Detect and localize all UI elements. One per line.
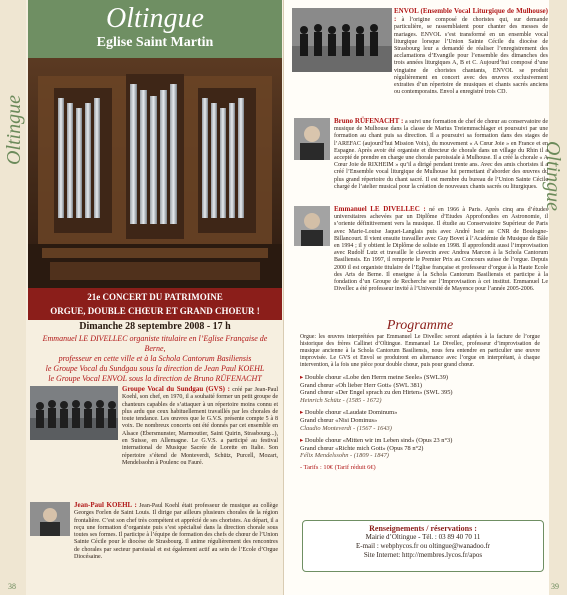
koehl-photo xyxy=(30,502,70,536)
program-line-text: Double chœur «Laudate Dominum» xyxy=(304,409,398,417)
program-composer: Claudio Monteverdi - (1567 - 1643) xyxy=(300,424,392,432)
left-side-band xyxy=(0,0,26,595)
koehl-body: Jean-Paul Koehl était professeur de musique au collège Georges Forlen de Saint Louis. Il dirige par ailleurs plusieurs chorales de la région frontalière. C’est son chef très compétent et apprécié de ses choristes. Au départ, il a reçu une formation d’organiste puis s’est spécialisé dans la direction chorale sous toutes ses formes. Il participe à l’équipe de formation des chefs de chœur de l’Union Sainte Cécile pour le diocèse de Strasbourg. Il anime régulièrement des rencontres de chorales par secteur paroissial et est également actif au sein de l’Ecole d’Orgue Diocésaine. xyxy=(74,503,279,561)
program-line xyxy=(300,374,540,382)
koehl-photo-illustration xyxy=(30,502,70,536)
program-line-text: Grand chœur «Nisi Dominus» xyxy=(300,416,378,424)
title-banner xyxy=(28,0,282,58)
program-line xyxy=(300,409,540,417)
gvs-group-photo xyxy=(30,386,118,440)
emmanuel-photo xyxy=(294,206,330,246)
bullet-icon: ▸ xyxy=(300,437,305,445)
gvs-body: créé par Jean-Paul Koehl, son chef, en 1970, il a souhaité former un petit groupe de chanteurs capables de s’attaquer à un répertoire moins connu et plus ardu que ceux habituellement travaillés par les chorales de toute tendance. Les œuvres que le G.V.S. présente compte 5 à 8 voix. De nombreux concerts ont été donnés par cet ensemble en Alsace (Ebersmunster, Marmoutier, Saint Quirin, Strasbourg...), en Suisse, en Allemagne. Le G.V.S. a participé au festival international de Musique Sacrée de Lorette en Italie. Son répertoire s’étend de Monteverdi, Schütz, Purcell, Mozart, Mendelssohn à Poulenc ou Fauré. xyxy=(122,387,278,466)
emmanuel-heading: Emmanuel LE DIVELLEC : xyxy=(334,205,426,213)
reservation-line-3: Site Internet: http://membres.lycos.fr/apos xyxy=(363,551,483,559)
concert-caption xyxy=(28,288,282,320)
tarifs: - Tarifs : 10€ (Tarif réduit 6€) xyxy=(300,463,376,471)
bullet-icon: ▸ xyxy=(300,374,305,381)
gvs-text xyxy=(122,386,278,492)
reservation-box xyxy=(302,520,544,572)
event-date: Dimanche 28 septembre 2008 - 17 h xyxy=(79,321,231,332)
program-composer: Félix Mendelssohn - (1809 - 1847) xyxy=(300,452,389,460)
emmanuel-photo-illustration xyxy=(294,206,330,246)
right-side-label-text: Oltingue xyxy=(542,141,564,211)
envol-heading: ENVOL (Ensemble Vocal Liturgique de Mulhouse) : xyxy=(394,7,548,24)
bruno-photo xyxy=(294,118,330,160)
program-line-text: Double chœur «Lobe den Herrn meine Seele» (SWL39) xyxy=(304,374,449,381)
program-line-text: Grand chœur «Der Engel sprach zu den Hirten» (SWL 395) xyxy=(300,389,453,397)
organ-photo xyxy=(28,58,282,288)
left-side-label-text: Oltingue xyxy=(3,95,25,165)
program-section-3 xyxy=(300,437,540,460)
envol-group-photo xyxy=(292,8,392,72)
event-line-1: Emmanuel LE DIVELLEC organiste titulaire en l’Eglise Française de Berne, xyxy=(42,334,268,353)
bruno-text xyxy=(334,118,548,196)
right-side-band xyxy=(549,0,567,595)
event-line-2: professeur en cette ville et à la Schola Cantorum Basiliensis xyxy=(58,354,252,363)
program-lead: Orgue: les œuvres interprétées par Emmanuel Le Divellec seront adaptées à la facture de l’orgue historique des frères Callinet d’Oltingue. Emmanuel Le Divellec, professeur d’improvisation de musique ancienne à la Schola Cantorum Basiliensis, nous fera entendre en particulier une œuvre improvisée. Le GVS et Envol se produiront en alternance avec l’orgue en interprétant, à chaque intervention, à la fois une pièce pour double chœur, puis pour grand chœur. xyxy=(300,334,540,368)
envol-text xyxy=(394,8,548,112)
program-line-text: Double chœur «Mitten wir im Leben sind» (Opus 23 n°3) xyxy=(304,437,453,445)
left-page-number: 38 xyxy=(8,582,16,591)
right-page-number: 39 xyxy=(551,582,559,591)
koehl-heading: Jean-Paul KOEHL : xyxy=(74,501,137,509)
organ-illustration xyxy=(28,58,282,288)
event-details xyxy=(32,322,278,384)
gvs-photo-illustration xyxy=(30,386,118,440)
banner-title: Oltingue xyxy=(106,3,204,34)
program-composer: Heinrich Schütz - (1585 - 1672) xyxy=(300,396,382,404)
program-section xyxy=(300,318,540,471)
concert-caption-line1: 21e CONCERT DU PATRIMOINE xyxy=(87,292,223,302)
program-title: Programme xyxy=(386,318,454,333)
koehl-text xyxy=(74,502,278,582)
gvs-heading: Groupe Vocal du Sundgau (GVS) : xyxy=(122,385,230,393)
program-line xyxy=(300,445,540,453)
emmanuel-body: né en 1966 à Paris. Après cinq ans d’études universitaires achevées par un Diplôme d’Etudes Approfondies en Astronomie, il s’oriente définitivement vers la musique. Il étudie au Conservatoire Supérieur de Paris avec Marie-Louise Jaquet-Langlais puis avec André Isoir au CNR de Boulogne-Billancourt. Il vient ensuite travailler avec Guy Bovet à l’Académie de Musique de Bâle en 1994 ; il y obtient le Diplôme de soliste en 1998. Il approfondit aussi l’improvisation avec Rudolf Lutz et travaille le clavecin avec Andrea Marcon à la Schola Cantorum Basiliensis. En 1997, il remporte le Premier Prix au Concours suisse de l’orgue. Depuis 2000 il est organiste titulaire de l’Eglise française et professeur d’orgue à la Haute Ecole des Arts de Berne. Il enseigne à la Schola Cantorum Basiliensis et participe à la fondation d’un Groupe de Recherche sur l’Improvisation à cet institut. Emmanuel Le Divellec a été professeur invité à l’Université de Mayence pour l’année 2005-2006. xyxy=(334,207,548,293)
concert-caption-line2: ORGUE, DOUBLE CHŒUR ET GRAND CHOEUR ! xyxy=(50,306,260,316)
program-line xyxy=(300,417,540,425)
bullet-icon: ▸ xyxy=(300,409,305,417)
bruno-body: a suivi une formation de chef de chœur au conservatoire de musique de Mulhouse dans la classe de Marius Treiemmschlager et poursuivi par une formation au chant puis sa direction. Il a poursuivi sa formation dans des stages de l’AREFAC (aujourd’hui Mission Voix), du mouvement « A Cœur Joie » en France et en Espagne. Après avoir été organiste et directeur de chorale dans un village du Rhin il a accepté de prendre en charge une chorale paroissiale à Mulhouse. Il a créé la chorale « A Cœur Joie de RIXHEIM » qu’il a dirigé pendant trente ans. Avec des amis choristes il a créé l’Ensemble vocal liturgique de Mulhouse lui permettant d’aborder des œuvres du plus grand répertoire du chant sacré. Il est membre du bureau de l’Union Sainte Cécile chargé de l’atelier musical pour la création de nouveaux chants sacrés ou liturgiques. xyxy=(334,119,549,190)
program-section-1 xyxy=(300,374,540,404)
reservation-line-1: Mairie d’Oltingue - Tél. : 03 89 40 70 11 xyxy=(365,533,481,541)
program-line-text: Grand chœur «Oh lieber Herr Gott» (SWL 381) xyxy=(300,381,423,389)
program-line xyxy=(300,437,540,445)
program-line xyxy=(300,382,540,390)
program-line xyxy=(300,389,540,397)
envol-photo-illustration xyxy=(292,8,392,72)
reservation-heading: Renseignements / réservations : xyxy=(369,524,477,533)
bruno-heading: Bruno RÜFENACHT : xyxy=(334,117,404,125)
event-line-4: le Groupe Vocal ENVOL sous la direction de Bruno RÜFENACHT xyxy=(48,374,262,383)
bruno-photo-illustration xyxy=(294,118,330,160)
program-section-2 xyxy=(300,409,540,432)
envol-body: à l’origine composé de choristes qui, sur demande particulière, se rassemblaient pour chanter des messes de mariages. ENVOL s’est transformé en un ensemble vocal liturgique lorsque l’Union Sainte Cécile du diocèse de Strasbourg leur a demandé de réaliser l’enregistrement des acclamations d’Evangile pour l’ensemble des dimanches des trois années liturgiques A, B et C. Aujourd’hui composé d’une vingtaine de choristes chantants, ENVOL se produit régulièrement en concert avec des œuvres exclusivement extraites d’un répertoire de musiques et chants sacrés anciens ou contemporains. Envol a enregistré trois CD. xyxy=(394,17,548,96)
banner-subtitle: Eglise Saint Martin xyxy=(96,35,214,50)
event-line-3: le Groupe Vocal du Sundgau sous la direction de Jean Paul KOEHL xyxy=(45,364,265,373)
emmanuel-text xyxy=(334,206,548,312)
reservation-line-2: E-mail : webphycos.fr ou oltingue@wanadoo.fr xyxy=(356,542,490,550)
right-page xyxy=(284,0,567,595)
program-line-text: Grand chœur «Richte mich Gott» (Opus 78 n°2) xyxy=(300,444,424,452)
